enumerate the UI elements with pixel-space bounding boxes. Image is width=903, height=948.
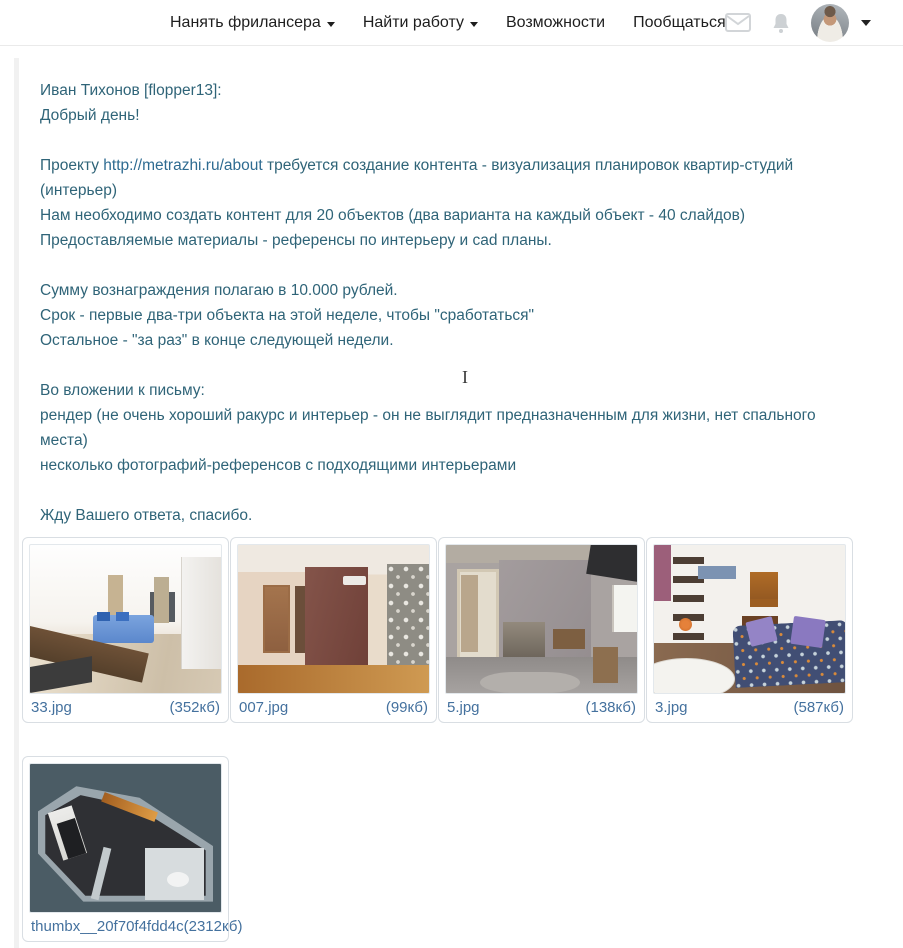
door-shape [295, 586, 305, 653]
message-line: Сумму вознаграждения полагаю в 10.000 рублей. [40, 282, 398, 299]
message-line: Срок - первые два-три объекта на этой неделе, чтобы "сработаться" [40, 307, 535, 324]
pillow-shape [97, 612, 110, 621]
cabinet-shape [181, 557, 221, 669]
user-avatar[interactable] [811, 4, 849, 42]
attachment-filename[interactable]: 007.jpg [239, 699, 289, 716]
door-shape [461, 575, 478, 652]
flower-shape [679, 618, 692, 631]
attachments-row-2 [22, 756, 858, 942]
envelope-icon[interactable] [725, 13, 751, 32]
line-suffix: требуется создание контента - визуализация планировок квартир-студий (интерьер) [40, 157, 794, 199]
message-line: Добрый день! [40, 107, 140, 124]
nav-label: Найти работу [362, 13, 464, 31]
attachment-filesize: (138кб) [585, 699, 636, 716]
door-shape [263, 585, 290, 653]
rug-shape [480, 672, 579, 693]
message-blank-line [40, 128, 858, 153]
attachment-card[interactable] [22, 537, 229, 723]
attachment-filename[interactable]: 33.jpg [31, 699, 72, 716]
attachment-thumbnail[interactable] [653, 544, 846, 694]
nav-find-work[interactable] [363, 14, 478, 32]
wall-art-shape [654, 545, 671, 601]
attachment-filesize: (587кб) [793, 699, 844, 716]
message-blank-line [40, 478, 858, 503]
attachment-filesize: (99кб) [385, 699, 428, 716]
attachment-filesize: (352кб) [169, 699, 220, 716]
curtain-shape [108, 575, 123, 621]
window-shape [612, 585, 637, 632]
attachment-filename[interactable]: thumbx__20f70f4fdd4c [31, 918, 184, 935]
air-conditioner-shape [343, 576, 366, 585]
nav-opportunities[interactable] [506, 14, 605, 32]
project-url-link[interactable]: http://metrazhi.ru/about [103, 157, 263, 174]
attachment-thumbnail[interactable] [29, 544, 222, 694]
attachment-caption [237, 694, 430, 716]
message-line: несколько фотографий-референсов с подходящими интерьерами [40, 457, 517, 474]
attachment-filename[interactable]: 3.jpg [655, 699, 688, 716]
nav-hire-freelancer[interactable] [170, 14, 335, 32]
attachment-card[interactable] [22, 756, 243, 942]
chevron-down-icon [470, 22, 478, 27]
project-description-line [40, 153, 858, 203]
loft-shelf-shape [698, 566, 736, 579]
chevron-down-icon[interactable] [861, 20, 871, 26]
wallpaper-shape [387, 564, 429, 671]
pillow-shape [790, 615, 826, 647]
round-table-shape [167, 872, 189, 887]
attachment-caption [29, 694, 222, 716]
attachment-card[interactable] [438, 537, 645, 723]
attachment-thumbnail[interactable] [237, 544, 430, 694]
message-blank-line [40, 353, 858, 378]
message-closing: Жду Вашего ответа, спасибо. [40, 507, 253, 524]
attachment-filesize: (2312кб) [183, 918, 243, 935]
line-prefix: Проекту [40, 157, 104, 174]
attachments-row-1 [22, 537, 858, 723]
text-cursor-pointer: I [462, 367, 468, 387]
attachment-card[interactable] [646, 537, 853, 723]
message-line: Во вложении к письму: [40, 382, 205, 399]
attachment-filename[interactable]: 5.jpg [447, 699, 480, 716]
attachment-thumbnail[interactable] [445, 544, 638, 694]
top-navigation-bar [0, 0, 903, 46]
table-shape [553, 629, 585, 648]
message-line: Остальное - "за раз" в конце следующей недели. [40, 332, 394, 349]
message-line: Предоставляемые материалы - референсы по интерьеру и cad планы. [40, 232, 552, 249]
orange-cabinet-shape [750, 572, 779, 608]
attachment-caption [653, 694, 846, 716]
bell-icon[interactable] [771, 12, 791, 34]
attachment-caption [445, 694, 638, 716]
nav-label: Пообщаться [633, 13, 726, 31]
message-line: Нам необходимо создать контент для 20 объектов (два варианта на каждый объект - 40 слайдов) [40, 207, 746, 224]
counter-shape [503, 622, 545, 658]
nav-label: Нанять фрилансера [170, 13, 321, 31]
attachment-caption [29, 913, 243, 935]
nav-label: Возможности [505, 13, 606, 31]
chevron-down-icon [327, 22, 335, 27]
chair-shape [593, 647, 618, 683]
attachment-card[interactable] [230, 537, 437, 723]
floor-shape [238, 665, 429, 693]
message-content [31, 78, 858, 942]
tv-shelf-shape [150, 592, 175, 622]
header-actions [725, 4, 871, 42]
nav-communicate[interactable] [633, 14, 726, 32]
tv-shape [586, 544, 638, 581]
main-nav [170, 14, 726, 32]
content-left-edge [14, 58, 19, 948]
message-author: Иван Тихонов [flopper13]: [40, 82, 222, 99]
message-blank-line [40, 253, 858, 278]
message-line: рендер (не очень хороший ракурс и интерьер - он не выглядит предназначенным для жизни, нет спального места) [40, 407, 816, 449]
message-text [40, 78, 858, 528]
attachment-thumbnail[interactable] [29, 763, 222, 913]
